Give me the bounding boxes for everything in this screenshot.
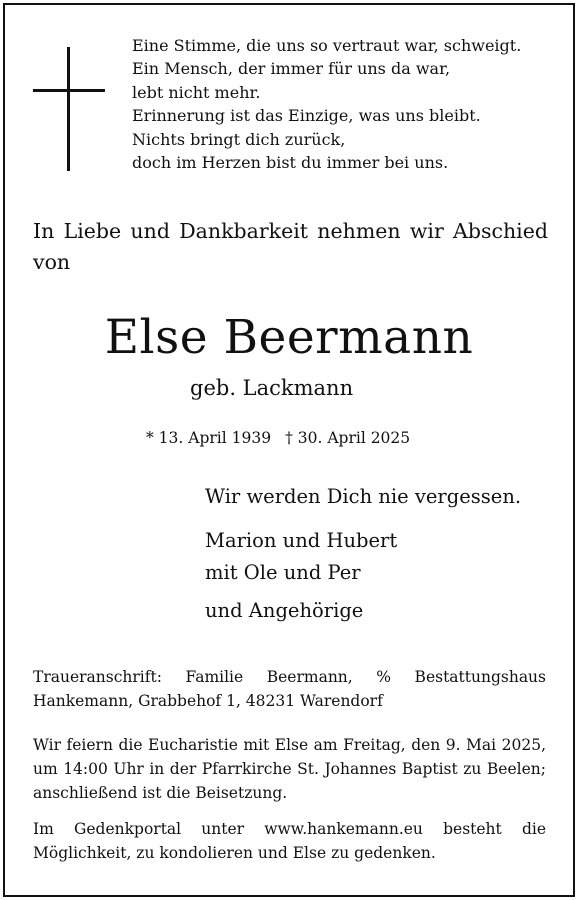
mourning-address: Traueranschrift: Familie Beermann, % Bestattungshaus Hankemann, Grabbehof 1, 48231 Warendorf: [33, 668, 546, 710]
poem-line: Nichts bringt dich zurück,: [132, 129, 346, 149]
mourner-line: und Angehörige: [205, 599, 364, 622]
life-dates: [146, 426, 410, 450]
mourners-block: [205, 482, 521, 627]
maiden-name: geb. Lackmann: [190, 376, 354, 400]
mourner-line: Marion und Hubert: [205, 529, 398, 552]
poem-line: Ein Mensch, der immer für uns da war,: [132, 59, 451, 79]
memorial-portal-info: Im Gedenkportal unter www.hankemann.eu besteht die Möglichkeit, zu kondolieren und Else zu gedenken.: [33, 820, 546, 862]
poem-line: lebt nicht mehr.: [132, 82, 261, 102]
intro-text: In Liebe und Dankbarkeit nehmen wir Abschied von: [33, 219, 548, 274]
birth-date: * 13. April 1939: [146, 429, 272, 447]
death-date: † 30. April 2025: [285, 429, 411, 447]
poem-line: Eine Stimme, die uns so vertraut war, schweigt.: [132, 36, 522, 55]
mourner-line: mit Ole und Per: [205, 561, 361, 584]
cross-icon: [33, 47, 105, 171]
poem-line: Erinnerung ist das Einzige, was uns bleibt.: [132, 106, 481, 126]
poem-line: doch im Herzen bist du immer bei uns.: [132, 153, 449, 173]
deceased-name: Else Beermann: [104, 310, 474, 365]
poem: [132, 34, 562, 174]
service-info: Wir feiern die Eucharistie mit Else am Freitag, den 9. Mai 2025, um 14:00 Uhr in der Pfarrkirche St. Johannes Baptist zu Beelen; anschließend ist die Beisetzung.: [33, 736, 546, 802]
farewell-quote: Wir werden Dich nie vergessen.: [205, 485, 522, 508]
